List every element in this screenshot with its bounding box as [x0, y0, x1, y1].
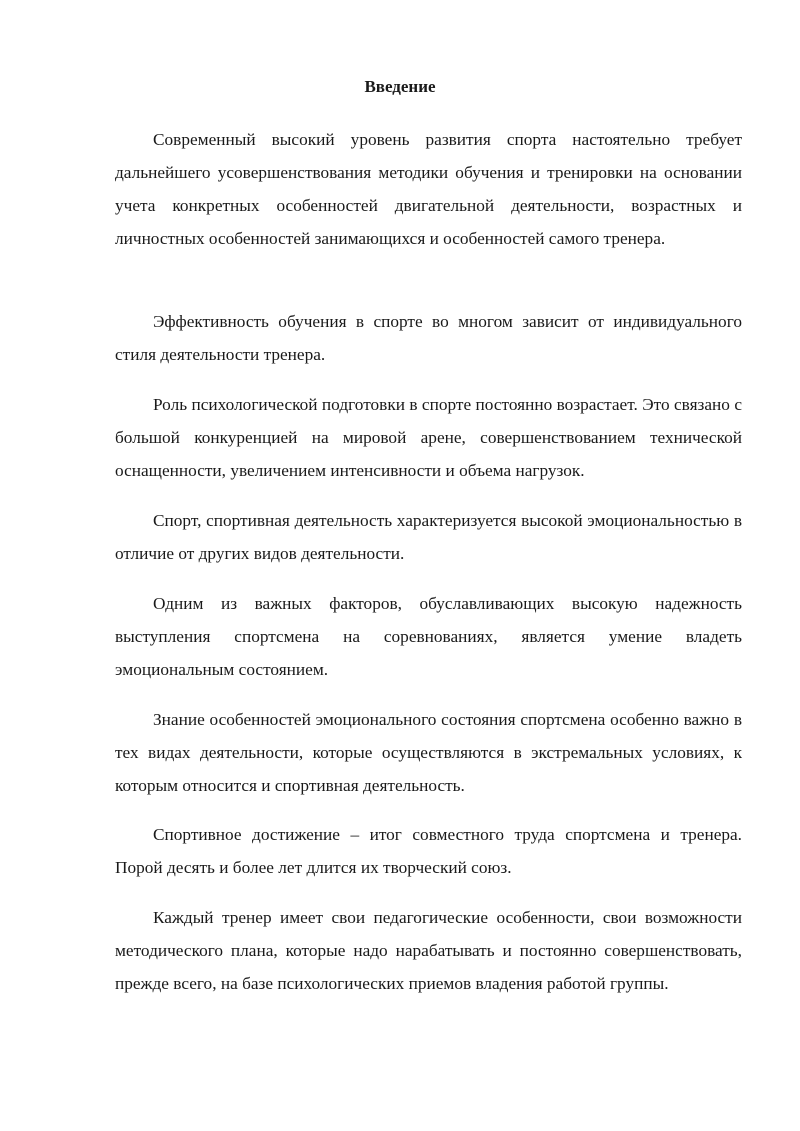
paragraph: Знание особенностей эмоционального состояния спортсмена особенно важно в тех видах деятельности, которые осуществляются в экстремальных условиях, к которым относится и спортивная деятельность. — [115, 710, 742, 795]
paragraph: Современный высокий уровень развития спорта настоятельно требует дальнейшего усовершенствования методики обучения и тренировки на основании учета конкретных особенностей двигательной деятельности, возрастных и личностных особенностей занимающихся и особенностей самого тренера. — [115, 130, 742, 248]
paragraph: Эффективность обучения в спорте во многом зависит от индивидуального стиля деятельности тренера. — [115, 312, 742, 364]
paragraph: Каждый тренер имеет свои педагогические особенности, свои возможности методического плана, которые надо нарабатывать и постоянно совершенствовать, прежде всего, на базе психологических приемов владения работой группы. — [115, 908, 742, 993]
paragraph: Роль психологической подготовки в спорте постоянно возрастает. Это связано с большой конкуренцией на мировой арене, совершенствованием технической оснащенности, увеличением интенсивности и объема нагрузок. — [115, 395, 742, 480]
paragraph: Спортивное достижение – итог совместного труда спортсмена и тренера. Порой десять и более лет длится их творческий союз. — [115, 825, 742, 877]
paragraph: Одним из важных факторов, обуславливающих высокую надежность выступления спортсмена на соревнованиях, является умение владеть эмоциональным состоянием. — [115, 594, 742, 679]
paragraph: Спорт, спортивная деятельность характеризуется высокой эмоциональностью в отличие от других видов деятельности. — [115, 511, 742, 563]
page-title: Введение — [364, 77, 436, 96]
